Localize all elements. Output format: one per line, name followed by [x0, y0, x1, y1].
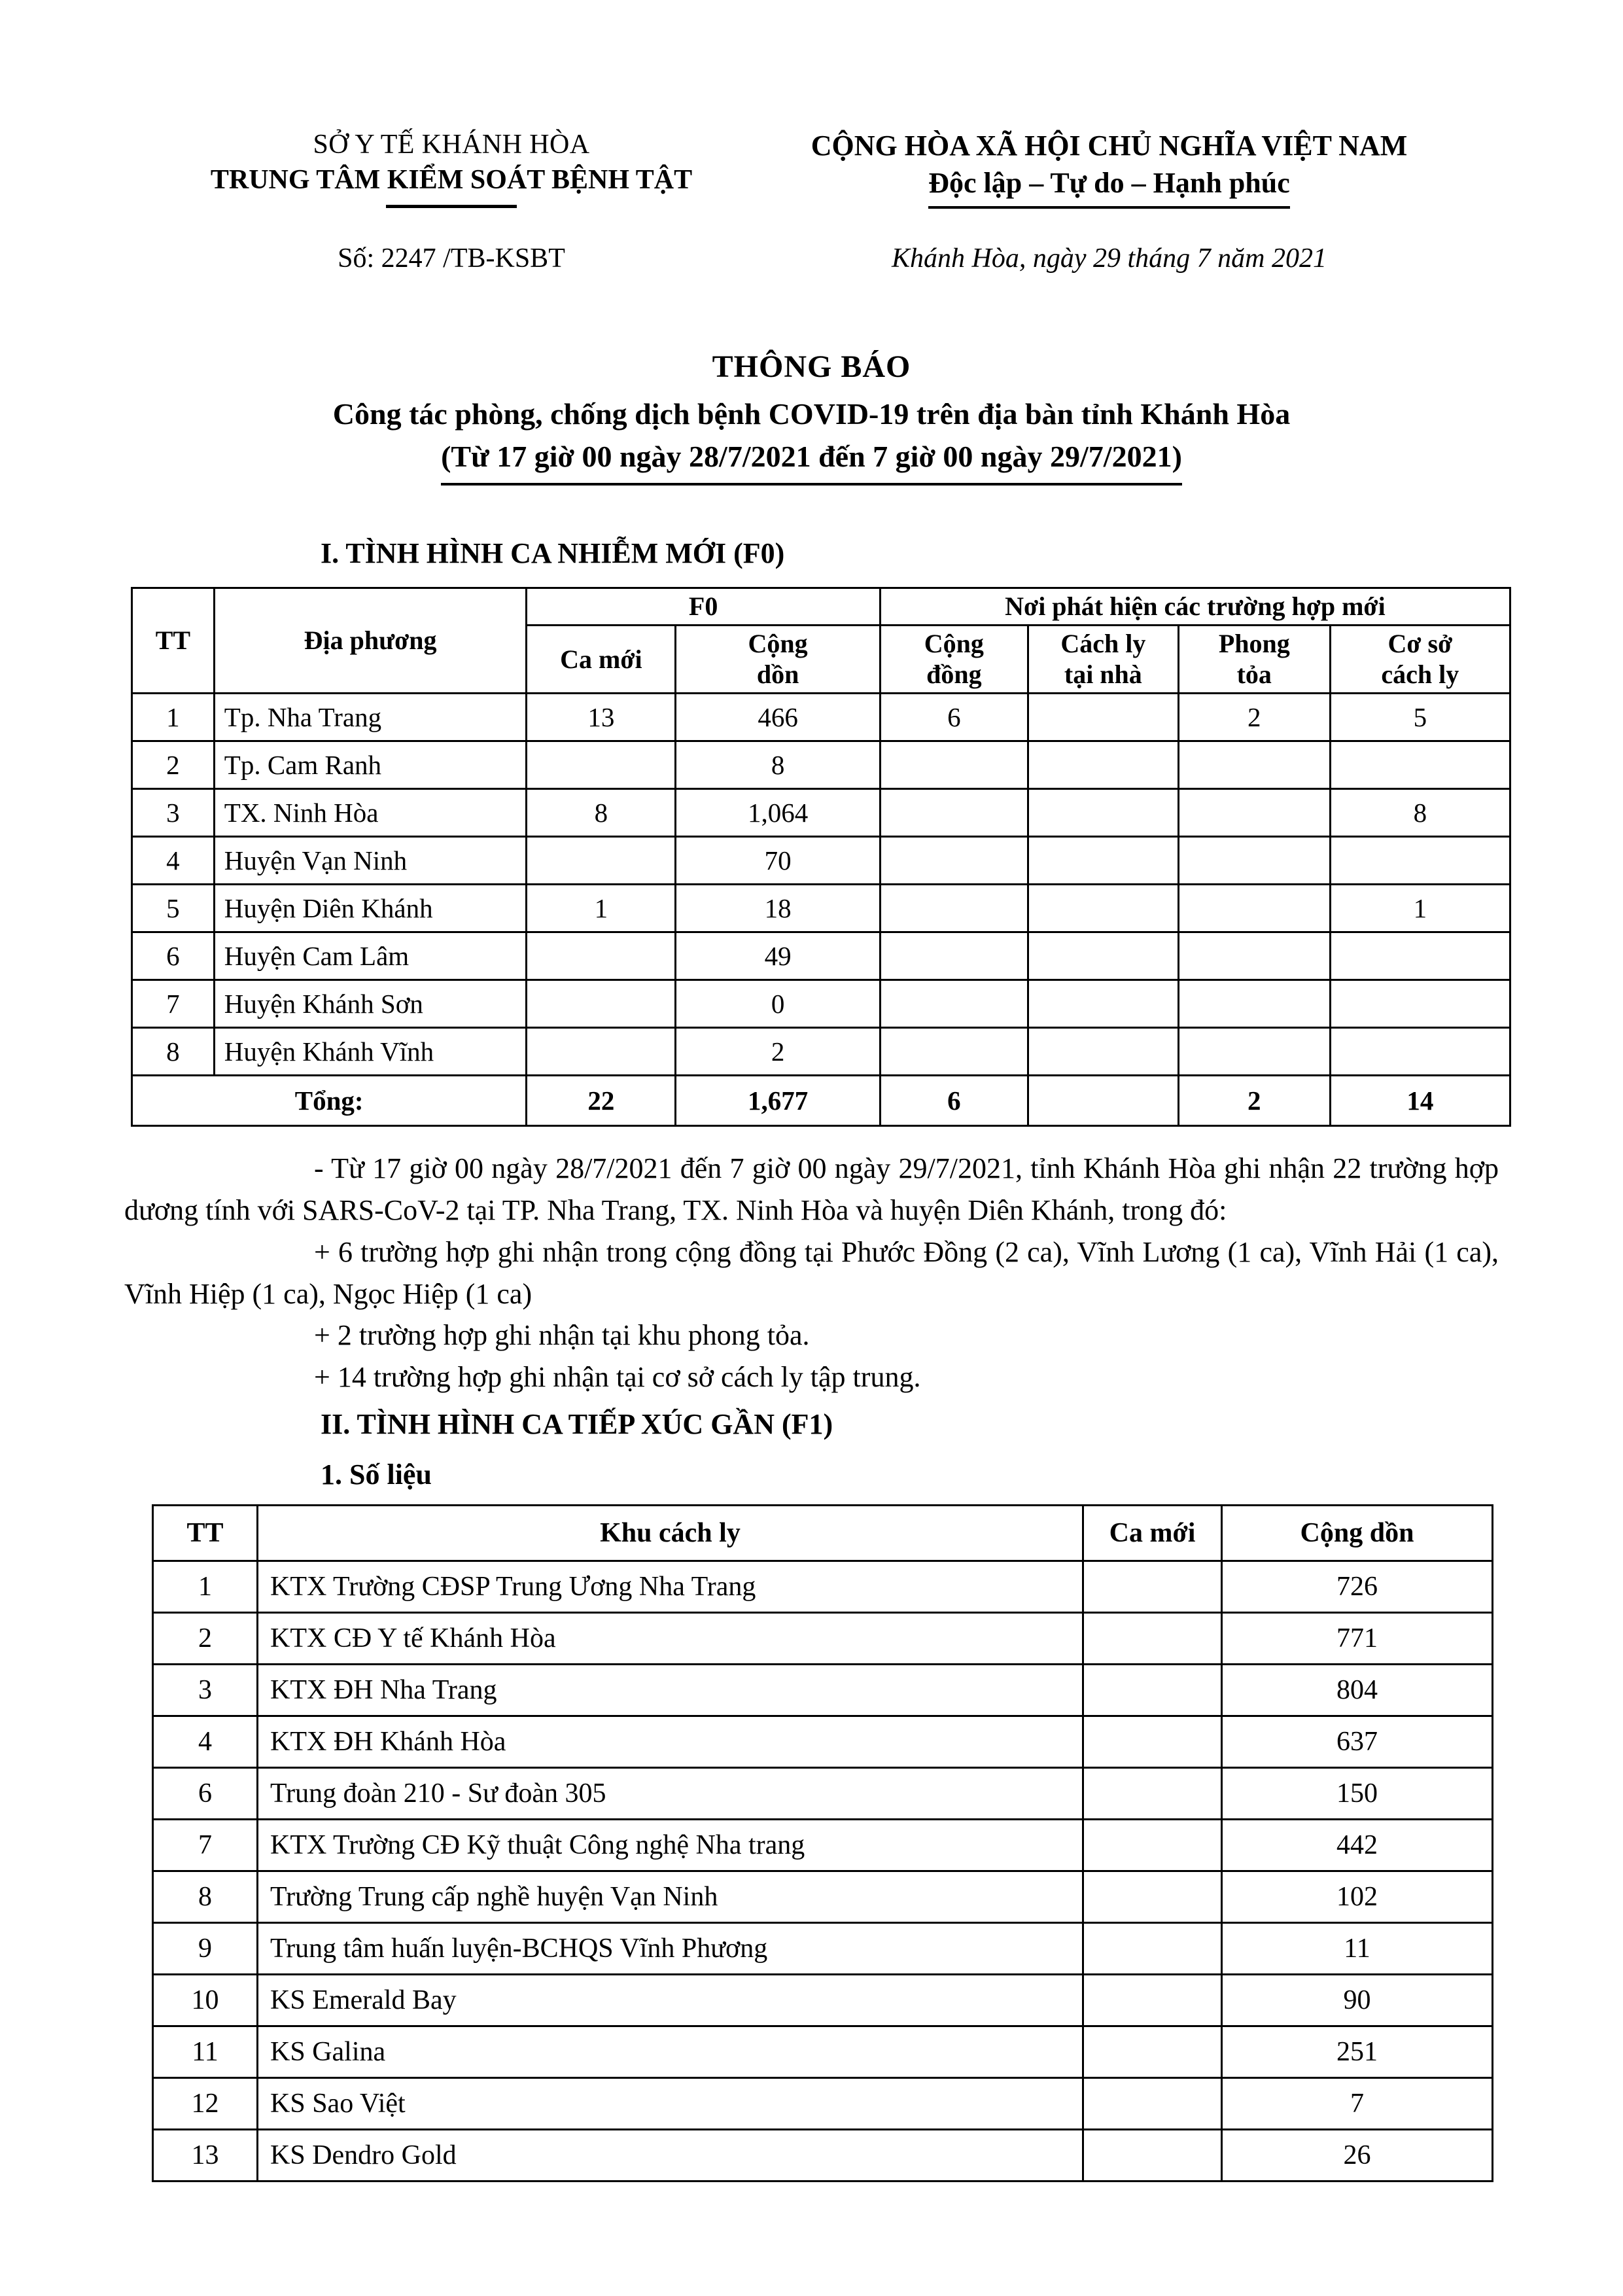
cell-new-cases [527, 932, 676, 980]
cell-total-community: 6 [880, 1076, 1028, 1126]
col-header-cumulative: Cộng dồn [1222, 1506, 1493, 1561]
cell-new-cases [527, 980, 676, 1028]
col-header-home-quarantine-line1: Cách ly [1060, 629, 1146, 659]
cell-new-cases [527, 741, 676, 789]
cell-home-quarantine [1028, 837, 1178, 885]
cell-new-cases [1083, 1665, 1222, 1716]
cell-community [880, 980, 1028, 1028]
cell-locality: Tp. Nha Trang [214, 694, 527, 741]
cell-tt: 2 [153, 1613, 258, 1665]
section-1-paragraph-2: + 6 trường hợp ghi nhận trong cộng đồng tại Phước Đồng (2 ca), Vĩnh Lương (1 ca), Vĩnh Hải (1 ca), Vĩnh Hiệp (1 ca), Ngọc Hiệp (1 ca) [124, 1235, 1499, 1310]
cell-new-cases: 13 [527, 694, 676, 741]
section-1-paragraph-3: + 2 trường hợp ghi nhận tại khu phong tỏa. [314, 1319, 810, 1352]
cell-cumulative: 466 [676, 694, 881, 741]
cell-quarantine-facility [1330, 837, 1510, 885]
cell-locality: Huyện Khánh Vĩnh [214, 1028, 527, 1076]
cell-total-new-cases: 22 [527, 1076, 676, 1126]
cell-tt: 9 [153, 1923, 258, 1975]
cell-new-cases [1083, 2130, 1222, 2181]
cell-community [880, 789, 1028, 837]
cell-cumulative: 2 [676, 1028, 881, 1076]
cell-lockdown: 2 [1178, 694, 1330, 741]
cell-home-quarantine [1028, 694, 1178, 741]
table-row [153, 1871, 1493, 1923]
col-header-lockdown-line2: tỏa [1236, 659, 1272, 689]
cell-total-cumulative: 1,677 [676, 1076, 881, 1126]
cell-lockdown [1178, 980, 1330, 1028]
col-header-quarantine-facility-line2: cách ly [1381, 659, 1459, 689]
cell-quarantine-zone: KTX Trường CĐSP Trung Ương Nha Trang [258, 1561, 1083, 1613]
cell-new-cases [1083, 2078, 1222, 2130]
table-row [153, 1975, 1493, 2026]
cell-new-cases [1083, 1768, 1222, 1820]
cell-total-home-quarantine [1028, 1076, 1178, 1126]
document-header [0, 0, 1623, 209]
document-date-place: Khánh Hòa, ngày 29 tháng 7 năm 2021 [892, 243, 1327, 274]
col-header-quarantine-facility [1330, 626, 1510, 694]
section-1-paragraph-4: + 14 trường hợp ghi nhận tại cơ sở cách ly tập trung. [314, 1361, 921, 1394]
col-header-quarantine-zone: Khu cách ly [258, 1506, 1083, 1561]
cell-new-cases: 1 [527, 885, 676, 932]
cell-tt: 6 [132, 932, 215, 980]
cell-new-cases [1083, 1613, 1222, 1665]
table-row [132, 837, 1510, 885]
col-header-tt: TT [153, 1506, 258, 1561]
cell-cumulative: 7 [1222, 2078, 1493, 2130]
cell-quarantine-zone: KS Sao Việt [258, 2078, 1083, 2130]
page-title: THÔNG BÁO [712, 349, 911, 384]
cell-cumulative: 90 [1222, 1975, 1493, 2026]
cell-cumulative: 442 [1222, 1820, 1493, 1871]
table-row [132, 694, 1510, 741]
table-row [132, 980, 1510, 1028]
cell-tt: 7 [153, 1820, 258, 1871]
cell-quarantine-zone: KS Dendro Gold [258, 2130, 1083, 2181]
cell-lockdown [1178, 789, 1330, 837]
cell-cumulative: 637 [1222, 1716, 1493, 1768]
document-meta-row [0, 243, 1623, 274]
f1-quarantine-table [152, 1504, 1493, 2182]
org-province-health-dept: SỞ Y TẾ KHÁNH HÒA [313, 130, 590, 160]
cell-cumulative: 11 [1222, 1923, 1493, 1975]
col-header-locality: Địa phương [214, 588, 527, 694]
cell-quarantine-facility [1330, 741, 1510, 789]
cell-community [880, 837, 1028, 885]
col-header-community-line1: Cộng [924, 629, 984, 659]
table-row [153, 1820, 1493, 1871]
cell-tt: 3 [132, 789, 215, 837]
section-1-heading: I. TÌNH HÌNH CA NHIỄM MỚI (F0) [321, 537, 785, 570]
cell-new-cases [527, 1028, 676, 1076]
section-2-subheading: 1. Số liệu [321, 1458, 432, 1491]
header-divider-left [386, 205, 517, 208]
cell-total-quarantine-facility: 14 [1330, 1076, 1510, 1126]
table-row [153, 1613, 1493, 1665]
col-header-new-cases: Ca mới [527, 626, 676, 694]
cell-tt: 8 [132, 1028, 215, 1076]
section-2-heading: II. TÌNH HÌNH CA TIẾP XÚC GẦN (F1) [321, 1408, 833, 1441]
title-reporting-period: (Từ 17 giờ 00 ngày 28/7/2021 đến 7 giờ 00 ngày 29/7/2021) [441, 436, 1182, 486]
table-row [153, 2026, 1493, 2078]
table-header-row-top [132, 588, 1510, 626]
cell-new-cases [1083, 1975, 1222, 2026]
cell-tt: 1 [153, 1561, 258, 1613]
col-group-header-detection-place: Nơi phát hiện các trường hợp mới [880, 588, 1510, 626]
table-row [132, 1028, 1510, 1076]
cell-tt: 11 [153, 2026, 258, 2078]
cell-locality: Huyện Cam Lâm [214, 932, 527, 980]
cell-quarantine-zone: Trường Trung cấp nghề huyện Vạn Ninh [258, 1871, 1083, 1923]
issuing-organization [196, 128, 707, 208]
org-cdc-name: TRUNG TÂM KIỂM SOÁT BỆNH TẬT [210, 164, 693, 195]
cell-new-cases [1083, 1561, 1222, 1613]
table-row [153, 2130, 1493, 2181]
cell-new-cases: 8 [527, 789, 676, 837]
cell-cumulative: 150 [1222, 1768, 1493, 1820]
table-row [153, 1665, 1493, 1716]
cell-locality: Huyện Khánh Sơn [214, 980, 527, 1028]
col-header-new-cases: Ca mới [1083, 1506, 1222, 1561]
col-group-header-f0: F0 [527, 588, 880, 626]
cell-quarantine-facility [1330, 980, 1510, 1028]
cell-quarantine-facility [1330, 1028, 1510, 1076]
cell-new-cases [1083, 1923, 1222, 1975]
cell-quarantine-zone: KTX CĐ Y tế Khánh Hòa [258, 1613, 1083, 1665]
national-motto-block [707, 128, 1512, 209]
cell-community [880, 932, 1028, 980]
f0-cases-table [131, 587, 1511, 1127]
cell-tt: 1 [132, 694, 215, 741]
cell-home-quarantine [1028, 980, 1178, 1028]
section-1-paragraph-1: - Từ 17 giờ 00 ngày 28/7/2021 đến 7 giờ 00 ngày 29/7/2021, tỉnh Khánh Hòa ghi nhận 22 trường hợp dương tính với SARS-CoV-2 tại TP. Nha Trang, TX. Ninh Hòa và huyện Diên Khánh, trong đó: [124, 1152, 1499, 1227]
cell-quarantine-facility: 5 [1330, 694, 1510, 741]
cell-locality: Huyện Vạn Ninh [214, 837, 527, 885]
col-header-lockdown-line1: Phong [1218, 629, 1290, 659]
table-row [153, 1561, 1493, 1613]
cell-quarantine-zone: Trung đoàn 210 - Sư đoàn 305 [258, 1768, 1083, 1820]
table-row [153, 2078, 1493, 2130]
cell-cumulative: 1,064 [676, 789, 881, 837]
cell-new-cases [1083, 1716, 1222, 1768]
cell-lockdown [1178, 837, 1330, 885]
cell-cumulative: 726 [1222, 1561, 1493, 1613]
col-header-tt: TT [132, 588, 215, 694]
cell-tt: 12 [153, 2078, 258, 2130]
cell-cumulative: 0 [676, 980, 881, 1028]
cell-cumulative: 26 [1222, 2130, 1493, 2181]
table-row [132, 741, 1510, 789]
cell-tt: 4 [153, 1716, 258, 1768]
cell-total-lockdown: 2 [1178, 1076, 1330, 1126]
cell-quarantine-facility: 8 [1330, 789, 1510, 837]
col-header-cumulative [676, 626, 881, 694]
cell-cumulative: 70 [676, 837, 881, 885]
cell-lockdown [1178, 1028, 1330, 1076]
col-header-cumulative-line2: dồn [756, 659, 799, 689]
table-row [132, 789, 1510, 837]
cell-tt: 5 [132, 885, 215, 932]
cell-locality: Huyện Diên Khánh [214, 885, 527, 932]
title-subtitle: Công tác phòng, chống dịch bệnh COVID-19 trên địa bàn tỉnh Khánh Hòa [332, 397, 1291, 431]
cell-cumulative: 49 [676, 932, 881, 980]
cell-new-cases [1083, 1871, 1222, 1923]
cell-tt: 4 [132, 837, 215, 885]
cell-community: 6 [880, 694, 1028, 741]
cell-community [880, 741, 1028, 789]
cell-cumulative: 18 [676, 885, 881, 932]
cell-community [880, 885, 1028, 932]
cell-home-quarantine [1028, 1028, 1178, 1076]
cell-tt: 3 [153, 1665, 258, 1716]
cell-new-cases [1083, 2026, 1222, 2078]
cell-tt: 2 [132, 741, 215, 789]
table-total-row [132, 1076, 1510, 1126]
cell-tt: 6 [153, 1768, 258, 1820]
col-header-home-quarantine-line2: tại nhà [1064, 659, 1142, 689]
cell-locality: Tp. Cam Ranh [214, 741, 527, 789]
col-header-community-line2: đồng [926, 659, 982, 689]
col-header-community [880, 626, 1028, 694]
col-header-home-quarantine [1028, 626, 1178, 694]
table-row [132, 885, 1510, 932]
cell-tt: 13 [153, 2130, 258, 2181]
cell-tt: 7 [132, 980, 215, 1028]
cell-quarantine-facility [1330, 932, 1510, 980]
cell-total-label: Tổng: [132, 1076, 527, 1126]
cell-tt: 8 [153, 1871, 258, 1923]
cell-cumulative: 102 [1222, 1871, 1493, 1923]
document-title-block [0, 346, 1623, 486]
table-row [132, 932, 1510, 980]
cell-cumulative: 251 [1222, 2026, 1493, 2078]
table-row [153, 1923, 1493, 1975]
table-row [153, 1768, 1493, 1820]
col-header-cumulative-line1: Cộng [748, 629, 808, 659]
cell-lockdown [1178, 741, 1330, 789]
cell-quarantine-zone: Trung tâm huấn luyện-BCHQS Vĩnh Phương [258, 1923, 1083, 1975]
cell-lockdown [1178, 885, 1330, 932]
cell-community [880, 1028, 1028, 1076]
document-number: Số: 2247 /TB-KSBT [338, 243, 565, 274]
cell-cumulative: 804 [1222, 1665, 1493, 1716]
cell-quarantine-zone: KTX ĐH Khánh Hòa [258, 1716, 1083, 1768]
table-row [153, 1716, 1493, 1768]
cell-quarantine-zone: KS Emerald Bay [258, 1975, 1083, 2026]
col-header-quarantine-facility-line1: Cơ sở [1387, 629, 1453, 659]
cell-home-quarantine [1028, 741, 1178, 789]
cell-quarantine-facility: 1 [1330, 885, 1510, 932]
country-name: CỘNG HÒA XÃ HỘI CHỦ NGHĨA VIỆT NAM [811, 130, 1408, 162]
cell-cumulative: 8 [676, 741, 881, 789]
table-header-row [153, 1506, 1493, 1561]
cell-cumulative: 771 [1222, 1613, 1493, 1665]
cell-quarantine-zone: KS Galina [258, 2026, 1083, 2078]
cell-home-quarantine [1028, 789, 1178, 837]
cell-quarantine-zone: KTX ĐH Nha Trang [258, 1665, 1083, 1716]
cell-new-cases [1083, 1820, 1222, 1871]
cell-home-quarantine [1028, 932, 1178, 980]
cell-home-quarantine [1028, 885, 1178, 932]
cell-locality: TX. Ninh Hòa [214, 789, 527, 837]
national-motto: Độc lập – Tự do – Hạnh phúc [928, 164, 1290, 208]
cell-tt: 10 [153, 1975, 258, 2026]
cell-lockdown [1178, 932, 1330, 980]
cell-new-cases [527, 837, 676, 885]
col-header-lockdown [1178, 626, 1330, 694]
cell-quarantine-zone: KTX Trường CĐ Kỹ thuật Công nghệ Nha trang [258, 1820, 1083, 1871]
